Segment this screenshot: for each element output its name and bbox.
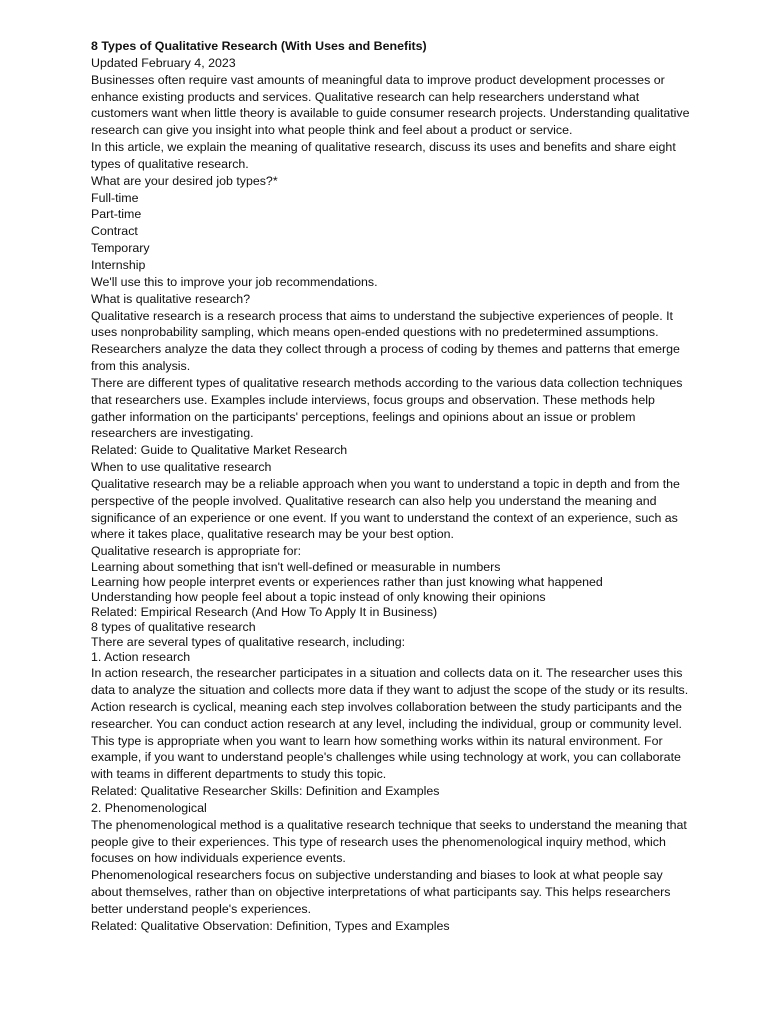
body-paragraph: Qualitative research may be a reliable approach when you want to understand a topic in depth and from the perspective of the people involved. Qualitative research can also help you understand the meaning and significance of an experience or one event. If you want to understand the context of an experience, such as where it takes place, qualitative research may be your best option.: [91, 476, 680, 542]
job-type-option: Contract: [91, 224, 138, 239]
body-paragraph: This type is appropriate when you want to learn how something works within its natural environment. For example, if you want to understand people's challenges while using technology at work, you can collaborate with teams in different departments to study this topic.: [91, 733, 681, 782]
job-type-option: Full-time: [91, 190, 139, 205]
list-item: Understanding how people feel about a topic instead of only knowing their opinions: [91, 590, 546, 605]
body-paragraph: Qualitative research is a research process that aims to understand the subjective experiences of people. It uses nonprobability sampling, which means open-ended questions with no predetermined assumptions. Researchers analyze the data they collect through a process of coding by themes and patterns that emerge from this analysis.: [91, 308, 680, 374]
related-link: Related: Empirical Research (And How To Apply It in Business): [91, 605, 438, 620]
subsection-heading: 1. Action research: [91, 650, 191, 665]
related-link: Related: Qualitative Researcher Skills: Definition and Examples: [91, 784, 440, 799]
job-types-question: What are your desired job types?*: [91, 173, 278, 188]
intro-paragraph-2: In this article, we explain the meaning of qualitative research, discuss its uses and benefits and share eight types of qualitative research.: [91, 140, 676, 171]
job-type-option: Internship: [91, 257, 146, 272]
updated-date: Updated February 4, 2023: [91, 55, 236, 70]
body-paragraph: There are different types of qualitative research methods according to the various data collection techniques that researchers use. Examples include interviews, focus groups and observation. These methods help gather information on the participants' perceptions, feelings and opinions about an issue or problem researchers are investigating.: [91, 375, 683, 441]
section-heading: What is qualitative research?: [91, 291, 251, 306]
intro-paragraph-1: Businesses often require vast amounts of meaningful data to improve product development processes or enhance existing products and services. Qualitative research can help researchers understand what customers want when little theory is available to guide consumer research projects. Understanding qualitative research can give you insight into what people think and feel about a product or service.: [91, 72, 690, 138]
section-heading: 8 types of qualitative research: [91, 620, 256, 635]
job-type-option: Part-time: [91, 207, 142, 222]
body-paragraph: The phenomenological method is a qualitative research technique that seeks to understand the meaning that people give to their experiences. This type of research uses the phenomenological inquiry method, which focuses on how individuals experience events.: [91, 817, 687, 866]
job-type-option: Temporary: [91, 241, 150, 256]
list-item: Learning how people interpret events or experiences rather than just knowing what happened: [91, 575, 603, 590]
list-intro: There are several types of qualitative research, including:: [91, 635, 406, 650]
related-link: Related: Qualitative Observation: Definition, Types and Examples: [91, 918, 450, 933]
list-intro: Qualitative research is appropriate for:: [91, 544, 302, 559]
related-link: Related: Guide to Qualitative Market Research: [91, 443, 348, 458]
article-title: 8 Types of Qualitative Research (With Uses and Benefits): [91, 39, 427, 53]
section-heading: When to use qualitative research: [91, 460, 272, 475]
document-page: [91, 38, 691, 935]
body-paragraph: In action research, the researcher participates in a situation and collects data on it. The researcher uses this data to analyze the situation and collects more data if they want to adjust the scope of the study or its results. Action research is cyclical, meaning each step involves collaboration between the study participants and the researcher. You can conduct action research at any level, including the individual, group or community level.: [91, 666, 689, 731]
body-paragraph: Phenomenological researchers focus on subjective understanding and biases to look at what people say about themselves, rather than on objective interpretations of what participants say. This helps researchers better understand people's experiences.: [91, 868, 671, 916]
list-item: Learning about something that isn't well-defined or measurable in numbers: [91, 560, 501, 575]
subsection-heading: 2. Phenomenological: [91, 800, 207, 815]
job-types-note: We'll use this to improve your job recommendations.: [91, 274, 378, 289]
